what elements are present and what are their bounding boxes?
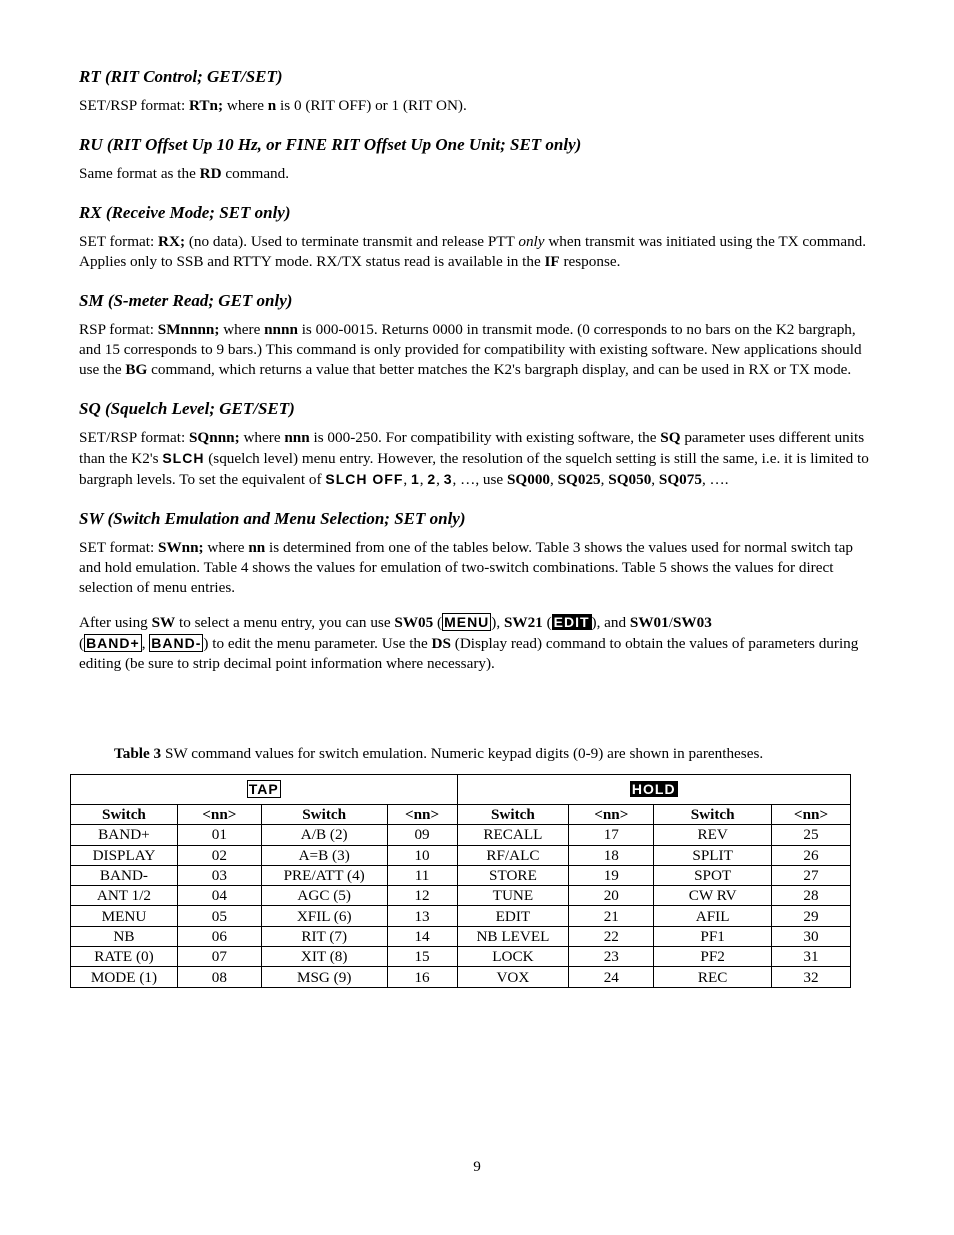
section-title: RT (RIT Control; GET/SET) <box>79 67 283 86</box>
section-sq <box>79 398 869 490</box>
table-row <box>71 947 851 967</box>
table-row <box>71 865 851 885</box>
table-cell: 01 <box>177 825 261 845</box>
table-cell: 10 <box>387 845 457 865</box>
table-row <box>71 886 851 906</box>
table-cell: 04 <box>177 886 261 906</box>
table-cell: 09 <box>387 825 457 845</box>
column-header: Switch <box>457 805 569 825</box>
table-cell: 08 <box>177 967 261 987</box>
table-cell: CW RV <box>654 886 772 906</box>
edit-key-label: EDIT <box>553 614 590 630</box>
section-title: RU (RIT Offset Up 10 Hz, or FINE RIT Offset Up One Unit; SET only) <box>79 135 582 154</box>
table-cell: 02 <box>177 845 261 865</box>
table-cell: RATE (0) <box>71 947 178 967</box>
column-header: <nn> <box>387 805 457 825</box>
table-body <box>71 825 851 987</box>
table-cell: 12 <box>387 886 457 906</box>
slch-key-label: SLCH <box>162 450 205 466</box>
table-cell: VOX <box>457 967 569 987</box>
section-sm <box>79 290 869 380</box>
table-cell: 26 <box>772 845 851 865</box>
table-cell: NB LEVEL <box>457 926 569 946</box>
table-cell: DISPLAY <box>71 845 178 865</box>
table-cell: TUNE <box>457 886 569 906</box>
slch-off-key-label: SLCH OFF <box>325 471 404 487</box>
table-header-row <box>71 805 851 825</box>
table-cell: RF/ALC <box>457 845 569 865</box>
section-text: SET format: RX; (no data). Used to terminate transmit and release PTT only when transmit was initiated using the TX command. Applies only to SSB and RTTY mode. RX/TX status read is available in the IF response. <box>79 233 867 270</box>
column-header: Switch <box>261 805 387 825</box>
table-row <box>71 967 851 987</box>
table-cell: XIT (8) <box>261 947 387 967</box>
table-cell: 27 <box>772 865 851 885</box>
table-cell: 29 <box>772 906 851 926</box>
table-cell: A=B (3) <box>261 845 387 865</box>
section-title: SQ (Squelch Level; GET/SET) <box>79 399 295 418</box>
table-cell: 22 <box>569 926 654 946</box>
section-title: RX (Receive Mode; SET only) <box>79 203 291 222</box>
section-text: SET/RSP format: SQnnn; where nnn is 000-250. For compatibility with existing software, the SQ parameter uses different units than the K2's SLCH (squelch level) menu entry. However, the resolution of the squelch setting is still the same, i.e. it is limited to bargraph levels. To set the equivalent of SLCH OFF, 1, 2, 3, …, use SQ000, SQ025, SQ050, SQ075, …. <box>79 429 869 488</box>
section-text-2: After using SW to select a menu entry, you can use SW05 ( MENU ), SW21 ( EDIT ), and SW01/SW03 ( BAND+ , BAND- ) to edit the menu parameter. Use the DS (Display read) command to obtain the values of parameters during editing (be sure to strip decimal point information where necessary). <box>79 614 859 672</box>
table-cell: 24 <box>569 967 654 987</box>
table-cell: 17 <box>569 825 654 845</box>
section-text: SET/RSP format: RTn; where n is 0 (RIT OFF) or 1 (RIT ON). <box>79 97 467 114</box>
table-cell: PRE/ATT (4) <box>261 865 387 885</box>
table-row <box>71 825 851 845</box>
table-cell: 14 <box>387 926 457 946</box>
table-row <box>71 845 851 865</box>
table-cell: ANT 1/2 <box>71 886 178 906</box>
table-cell: SPLIT <box>654 845 772 865</box>
table-cell: 11 <box>387 865 457 885</box>
tap-group <box>71 775 458 805</box>
column-header: Switch <box>654 805 772 825</box>
table-cell: 06 <box>177 926 261 946</box>
table-cell: 23 <box>569 947 654 967</box>
hold-group <box>457 775 851 805</box>
column-header: Switch <box>71 805 178 825</box>
tap-label: TAP <box>248 781 279 797</box>
table-cell: 03 <box>177 865 261 885</box>
table-cell: MSG (9) <box>261 967 387 987</box>
column-header: <nn> <box>177 805 261 825</box>
table-cell: 05 <box>177 906 261 926</box>
section-sw <box>79 508 869 674</box>
table-cell: LOCK <box>457 947 569 967</box>
table-row <box>71 906 851 926</box>
table-cell: XFIL (6) <box>261 906 387 926</box>
table-cell: RECALL <box>457 825 569 845</box>
table-cell: REV <box>654 825 772 845</box>
section-text: SET format: SWnn; where nn is determined from one of the tables below. Table 3 shows the values used for normal switch tap and hold emulation. Table 4 shows the values for emulation of two-switch combinations. Table 5 shows the values for direct selection of menu entries. <box>79 539 853 596</box>
section-title: SM (S-meter Read; GET only) <box>79 291 293 310</box>
table-cell: BAND+ <box>71 825 178 845</box>
table-cell: 20 <box>569 886 654 906</box>
section-ru <box>79 134 869 184</box>
table-cell: PF1 <box>654 926 772 946</box>
table-cell: 28 <box>772 886 851 906</box>
section-text: RSP format: SMnnnn; where nnnn is 000-0015. Returns 0000 in transmit mode. (0 corresponds to no bars on the K2 bargraph, and 15 corresponds to 9 bars.) This command is only provided for compatibility with existing software. New applications should use the BG command, which returns a value that better matches the K2's bargraph display, and can be used in RX or TX mode. <box>79 321 862 378</box>
table-cell: AFIL <box>654 906 772 926</box>
column-header: <nn> <box>569 805 654 825</box>
table-group-header <box>71 775 851 805</box>
table-cell: MODE (1) <box>71 967 178 987</box>
section-text: Same format as the RD command. <box>79 165 290 182</box>
table-cell: 16 <box>387 967 457 987</box>
table-cell: 07 <box>177 947 261 967</box>
page-body <box>79 66 869 682</box>
section-title: SW (Switch Emulation and Menu Selection; SET only) <box>79 509 466 528</box>
table-cell: PF2 <box>654 947 772 967</box>
table-cell: RIT (7) <box>261 926 387 946</box>
table-cell: SPOT <box>654 865 772 885</box>
table-cell: EDIT <box>457 906 569 926</box>
section-rt <box>79 66 869 116</box>
table-cell: A/B (2) <box>261 825 387 845</box>
table-cell: 19 <box>569 865 654 885</box>
table-cell: 13 <box>387 906 457 926</box>
table-cell: NB <box>71 926 178 946</box>
table-cell: 30 <box>772 926 851 946</box>
menu-key-label: MENU <box>444 614 490 630</box>
table-cell: 25 <box>772 825 851 845</box>
table-cell: 32 <box>772 967 851 987</box>
band-plus-key-label: BAND+ <box>86 635 140 651</box>
table-cell: STORE <box>457 865 569 885</box>
column-header: <nn> <box>772 805 851 825</box>
table-cell: 21 <box>569 906 654 926</box>
table-cell: 15 <box>387 947 457 967</box>
table-cell: MENU <box>71 906 178 926</box>
band-minus-key-label: BAND- <box>151 635 202 651</box>
table-cell: BAND- <box>71 865 178 885</box>
table-cell: 31 <box>772 947 851 967</box>
page-number: 9 <box>473 1158 481 1175</box>
table-caption: Table 3 SW command values for switch emulation. Numeric keypad digits (0-9) are shown in parentheses. <box>114 745 764 762</box>
hold-label: HOLD <box>631 781 676 797</box>
table-cell: 18 <box>569 845 654 865</box>
section-rx <box>79 202 869 272</box>
table-cell: REC <box>654 967 772 987</box>
table-cell: AGC (5) <box>261 886 387 906</box>
switch-table <box>70 774 851 988</box>
table-row <box>71 926 851 946</box>
